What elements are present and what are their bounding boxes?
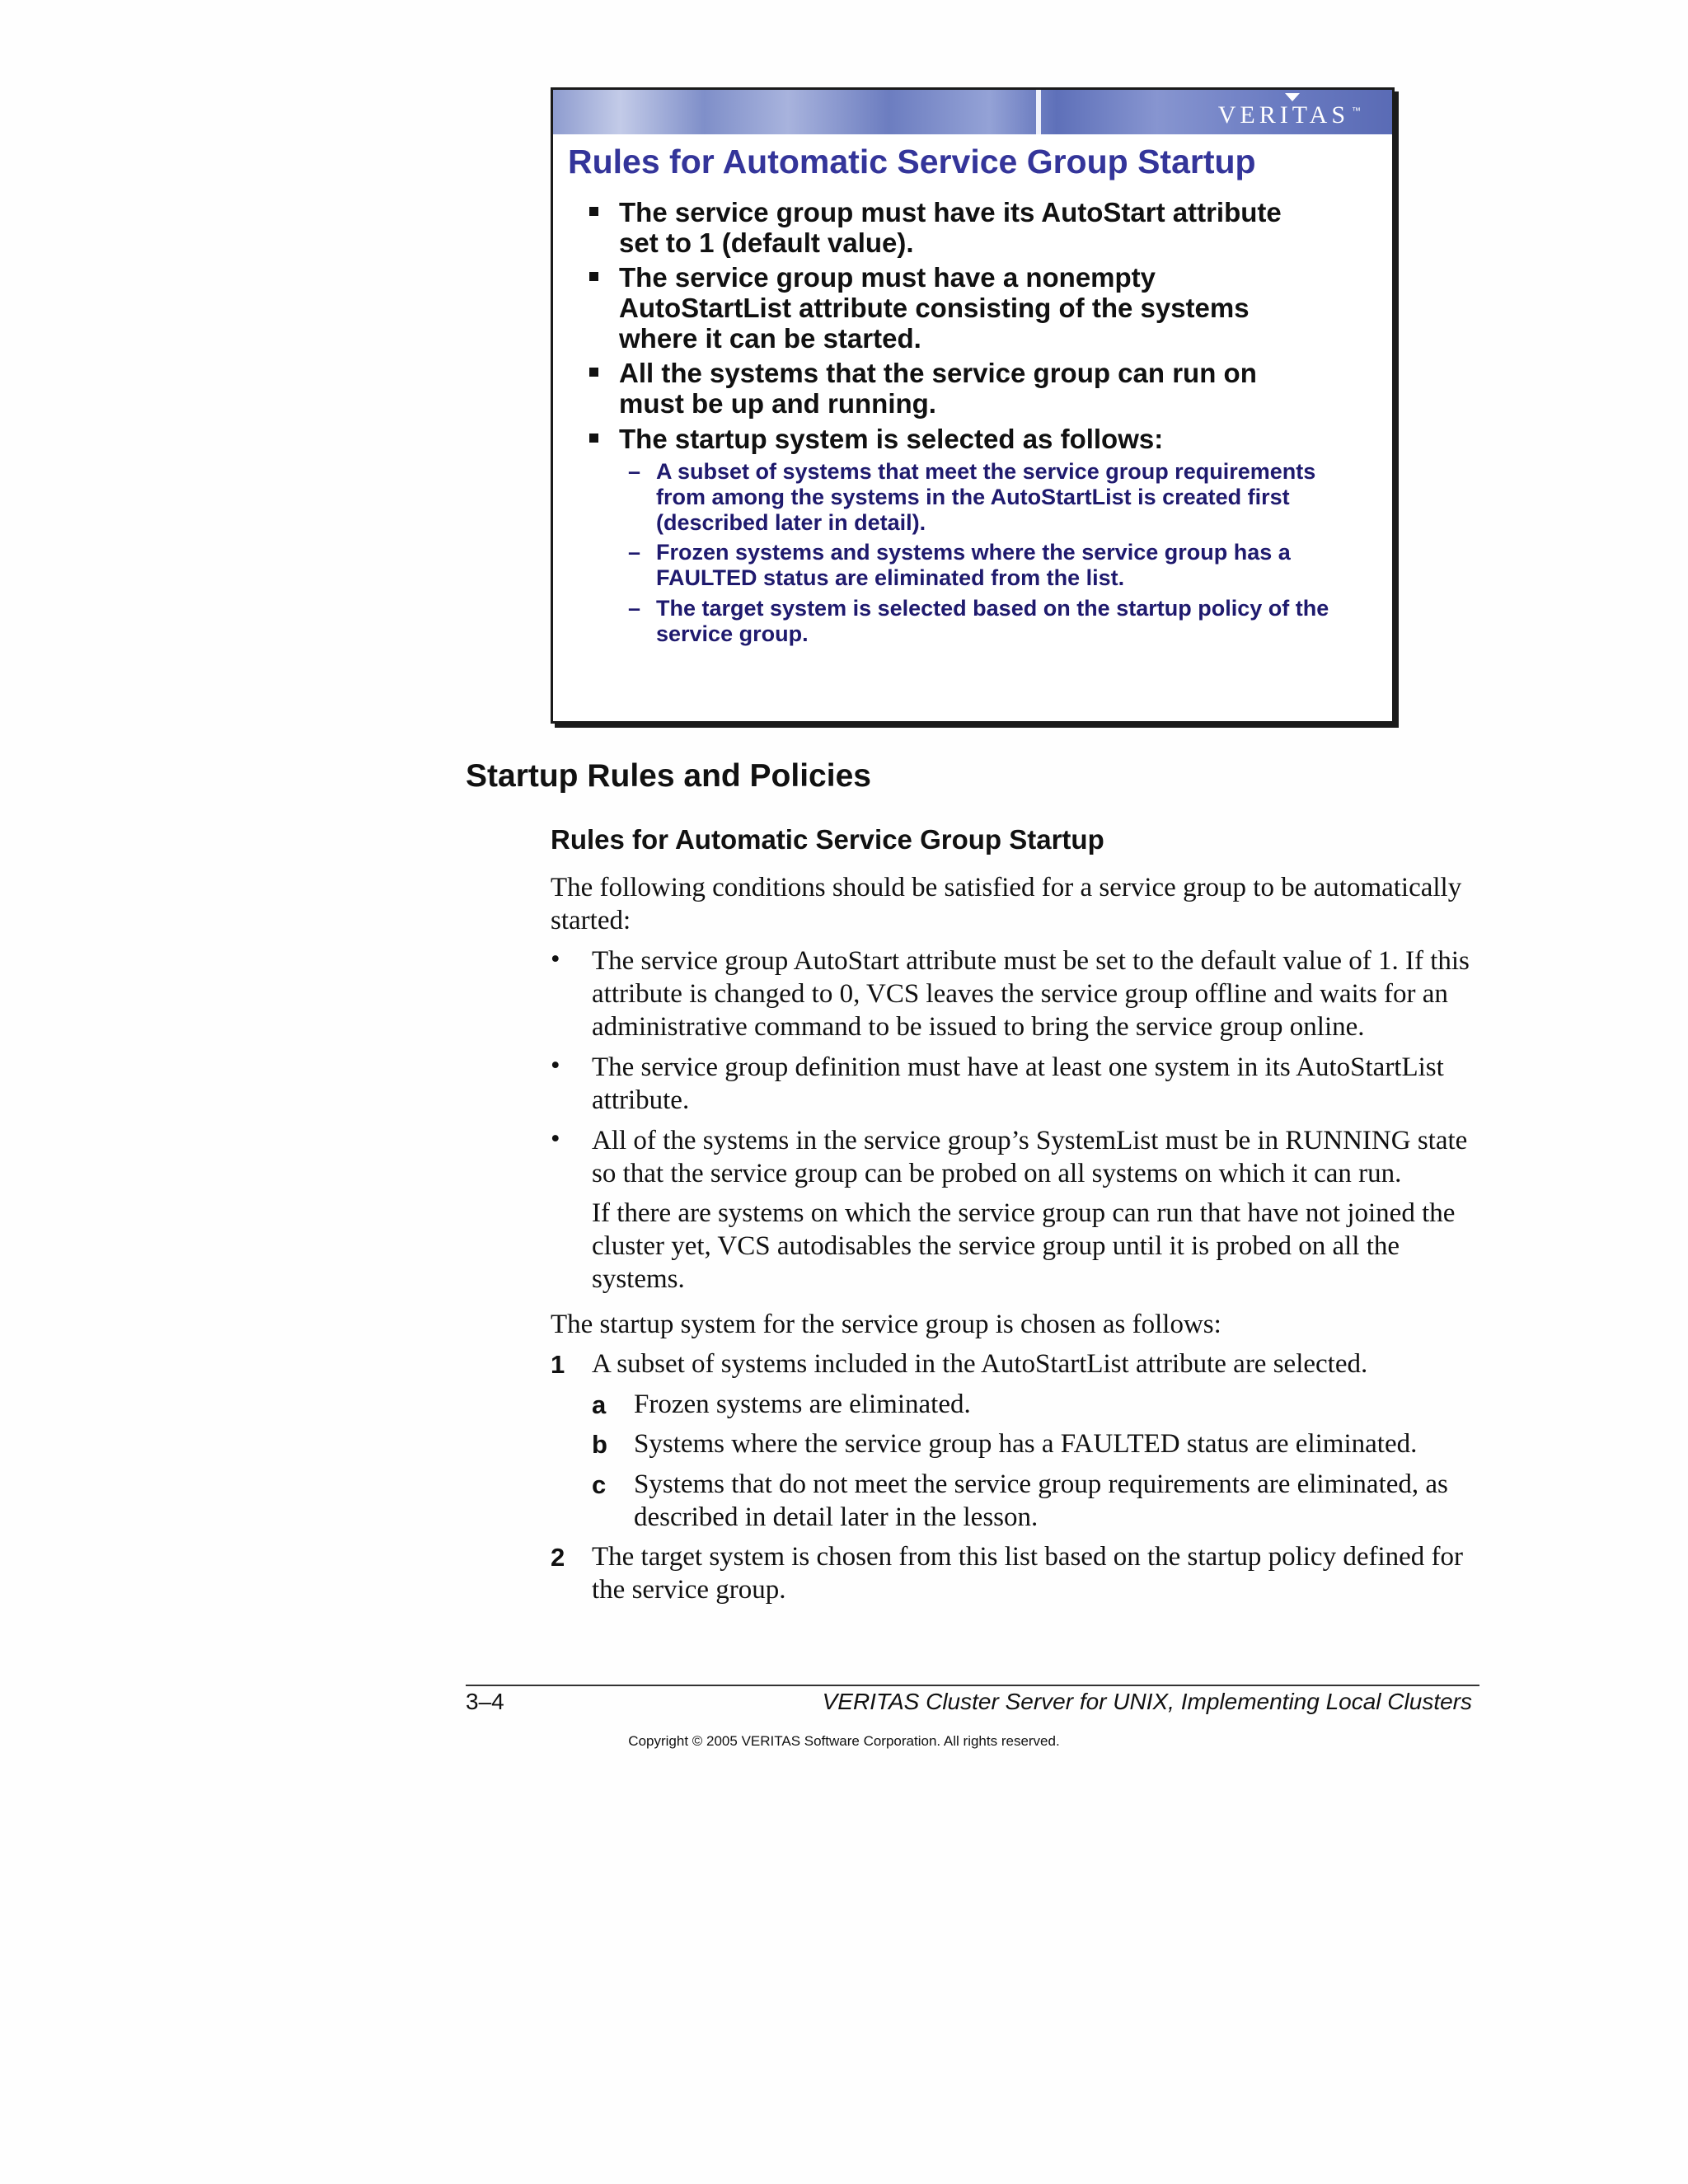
square-bullet-icon	[589, 272, 598, 281]
square-bullet-icon	[589, 368, 598, 377]
intro-paragraph: The following conditions should be satisfied for a service group to be automatically started:	[551, 873, 1462, 935]
step-text: The target system is chosen from this list based on the startup policy defined for the service group.	[592, 1542, 1463, 1605]
step-number: 2	[551, 1543, 565, 1572]
slide-sub-bullet: – The target system is selected based on the startup policy of the service group.	[628, 596, 1329, 646]
book-title: VERITAS Cluster Server for UNIX, Implementing Local Clusters	[822, 1689, 1472, 1714]
slide-bullet: All the systems that the service group can run on must be up and running.	[619, 358, 1328, 419]
startup-intro: The startup system for the service group is chosen as follows:	[551, 1310, 1221, 1339]
veritas-logo: VERITAS	[1217, 101, 1349, 129]
substep-text: Frozen systems are eliminated.	[634, 1390, 971, 1419]
substep-text: Systems that do not meet the service group requirements are eliminated, as described in detail later in the lesson.	[634, 1469, 1448, 1532]
condition-item: The service group definition must have at least one system in its AutoStartList attribute.	[592, 1052, 1444, 1115]
condition-item: The service group AutoStart attribute must be set to the default value of 1. If this attribute is changed to 0, VCS leaves the service group offline and waits for an administrative command to be issued to bring the service group online.	[592, 946, 1470, 1042]
step-text: A subset of systems included in the AutoStartList attribute are selected.	[592, 1349, 1368, 1379]
substep-letter: b	[592, 1430, 607, 1459]
slide-bullet: The service group must have a nonempty AutoStartList attribute consisting of the systems where it can be started.	[619, 262, 1328, 354]
copyright: Copyright © 2005 VERITAS Software Corporation. All rights reserved.	[628, 1733, 1060, 1749]
trademark-symbol: ™	[1352, 106, 1361, 116]
page-number: 3–4	[466, 1689, 504, 1714]
substep-letter: c	[592, 1470, 607, 1499]
step-number: 1	[551, 1350, 565, 1379]
bullet-dot: •	[551, 944, 560, 974]
substep-letter: a	[592, 1390, 607, 1419]
slide-bullet: The service group must have its AutoStart attribute set to 1 (default value).	[619, 197, 1328, 258]
slide-title: Rules for Automatic Service Group Startup	[568, 143, 1256, 180]
slide-banner	[553, 90, 1392, 134]
footer-rule	[466, 1685, 1479, 1686]
section-heading: Startup Rules and Policies	[466, 758, 871, 794]
slide-sub-bullet: – A subset of systems that meet the service group requirements from among the systems in the AutoStartList is created first (described later in detail).	[628, 459, 1316, 535]
subsection-heading: Rules for Automatic Service Group Startup	[551, 824, 1104, 855]
condition-item: All of the systems in the service group’s SystemList must be in RUNNING state so that the service group can be probed on all systems on which it can run.	[592, 1126, 1468, 1188]
slide-frame	[551, 87, 1395, 724]
slide-sub-bullet: – Frozen systems and systems where the service group has a FAULTED status are eliminated from the list.	[628, 540, 1291, 590]
bullet-dot: •	[551, 1051, 560, 1080]
condition-note: If there are systems on which the service group can run that have not joined the cluster yet, VCS autodisables the service group until it is probed on all the systems.	[592, 1198, 1456, 1294]
substep-text: Systems where the service group has a FAULTED status are eliminated.	[634, 1429, 1418, 1459]
square-bullet-icon	[589, 434, 598, 443]
square-bullet-icon	[589, 207, 598, 216]
veritas-logo-mark-icon	[1285, 93, 1300, 101]
banner-divider	[1036, 90, 1041, 134]
slide-bullet: The startup system is selected as follows:	[619, 424, 1328, 454]
bullet-dot: •	[551, 1124, 560, 1154]
